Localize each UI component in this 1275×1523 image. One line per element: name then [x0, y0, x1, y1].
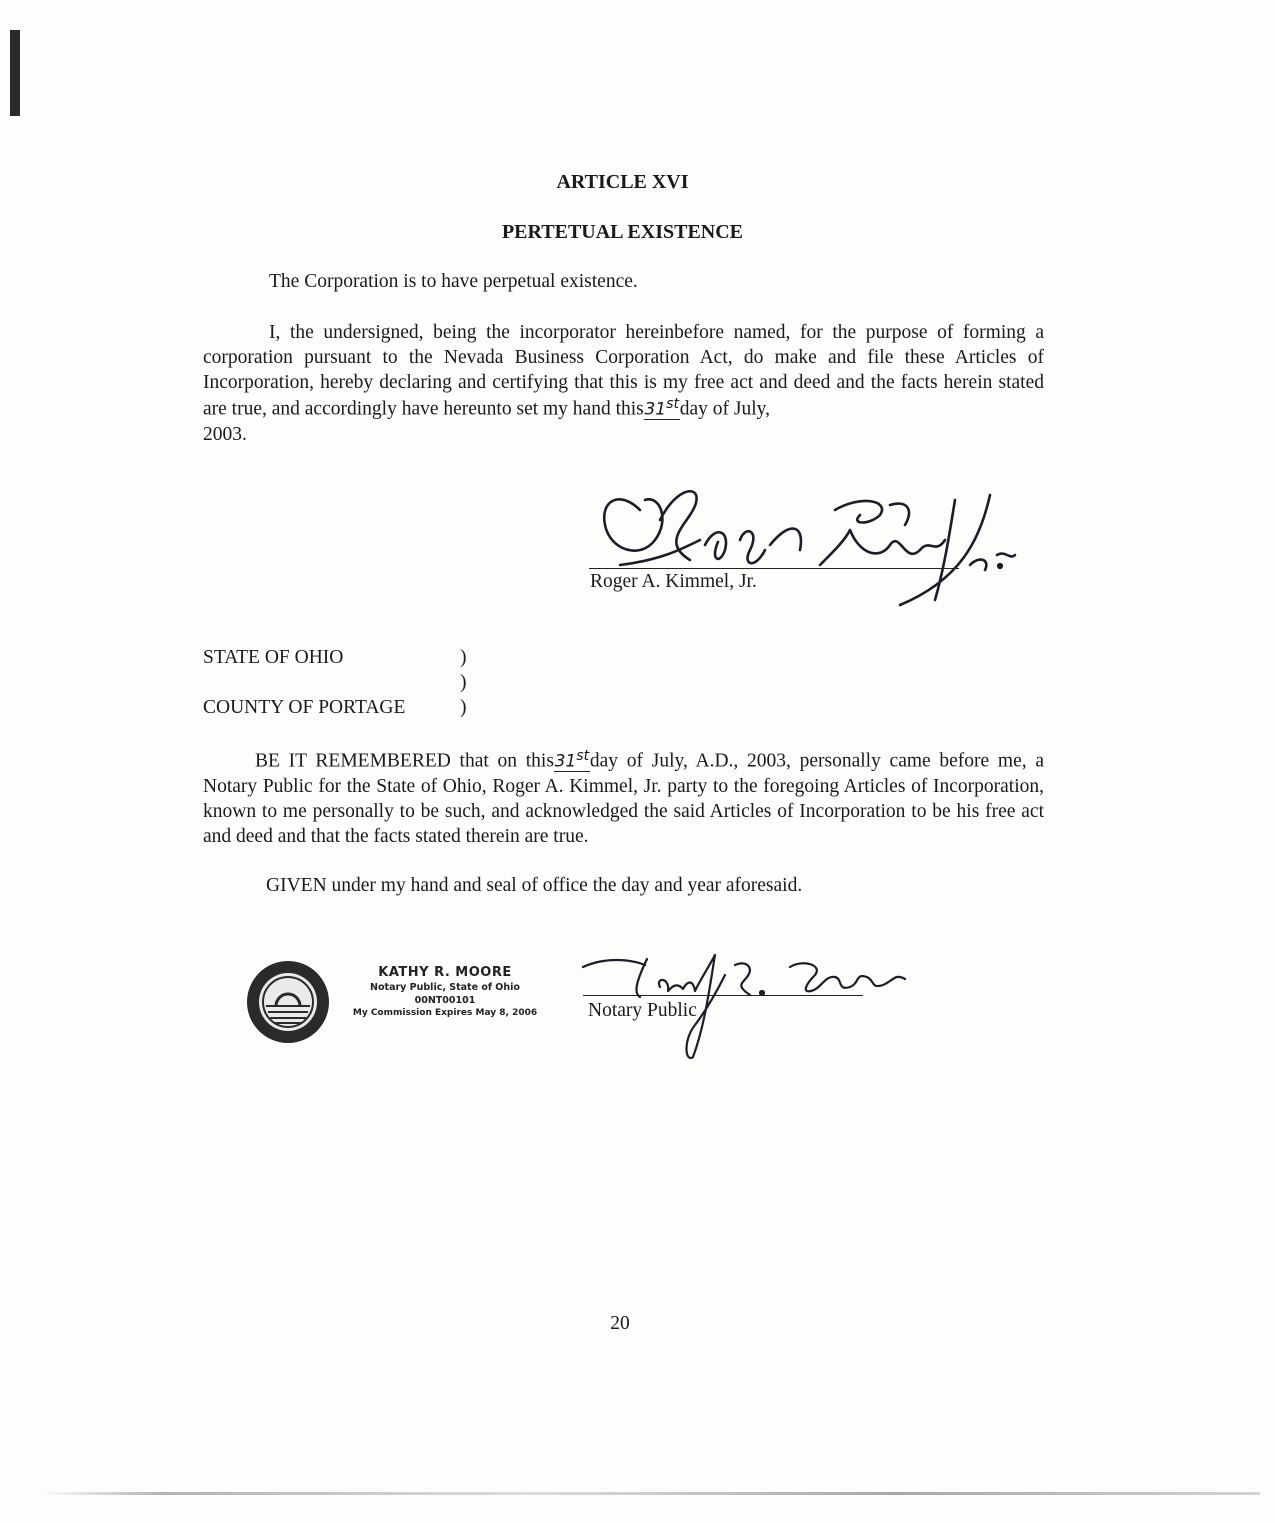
venue-bracket-2: ): [460, 672, 467, 693]
acknowledgment-text-after: day of July, A.D., 2003, personally came before me, a Notary Public for the State of Ohio, Roger A. Kimmel, Jr. party to the foregoing Articles of Incorporation, known to me personally to be such, and acknowledged the said Articles of Incorporation to be his free act and deed and that the facts stated therein are true.: [203, 750, 1044, 847]
incorporator-year: 2003.: [203, 423, 247, 445]
incorporator-text: I, the undersigned, being the incorporator hereinbefore named, for the purpose of forming a corporation pursuant to the Nevada Business Corporation Act, do make and file these Articles of Incorporation, hereby declaring and certifying that this is my free act and deed and the facts herein stated are true, and accordingly have hereunto set my hand this: [203, 322, 1044, 420]
article-title: PERTETUAL EXISTENCE: [501, 221, 744, 243]
article-number: ARTICLE XVI: [556, 171, 689, 193]
venue-bracket-1: ): [460, 647, 467, 668]
notary-stamp-expiration: My Commission Expires May 8, 2006: [352, 1008, 538, 1018]
incorporator-paragraph: [203, 320, 1044, 447]
incorporator-text-after: day of July,: [679, 398, 771, 420]
article-statement: The Corporation is to have perpetual existence.: [269, 271, 638, 292]
incorporator-signature-block: [560, 470, 1020, 620]
notary-signature-label: Notary Public: [588, 1000, 697, 1021]
venue-bracket-3: ): [460, 697, 467, 718]
notary-stamp-title: Notary Public, State of Ohio: [370, 982, 520, 993]
notary-stamp-name: KATHY R. MOORE: [378, 965, 512, 980]
notary-stamp-number: 00NT00101: [414, 995, 476, 1006]
incorporator-printed-name: Roger A. Kimmel, Jr.: [590, 571, 757, 592]
venue-state: STATE OF OHIO: [203, 647, 344, 668]
handwritten-day: 31st: [644, 396, 680, 420]
notary-seal: [246, 960, 330, 1044]
notary-signature-line: [583, 995, 863, 996]
scan-bottom-noise: [40, 1492, 1260, 1495]
notary-stamp: [335, 965, 555, 1018]
page-number: 20: [610, 1313, 630, 1334]
acknowledgment-text: BE IT REMEMBERED that on this: [255, 750, 554, 772]
incorporator-signature-line: [589, 568, 959, 569]
venue-county: COUNTY OF PORTAGE: [203, 697, 406, 718]
incorporator-signature: [560, 470, 1020, 620]
given-statement: GIVEN under my hand and seal of office the day and year aforesaid.: [266, 875, 803, 896]
notary-signature-block: [575, 945, 925, 1070]
acknowledgment-paragraph: [203, 747, 1044, 849]
scan-edge-mark: [10, 30, 20, 116]
acknowledgment-handwritten-day: 31st: [554, 748, 590, 772]
